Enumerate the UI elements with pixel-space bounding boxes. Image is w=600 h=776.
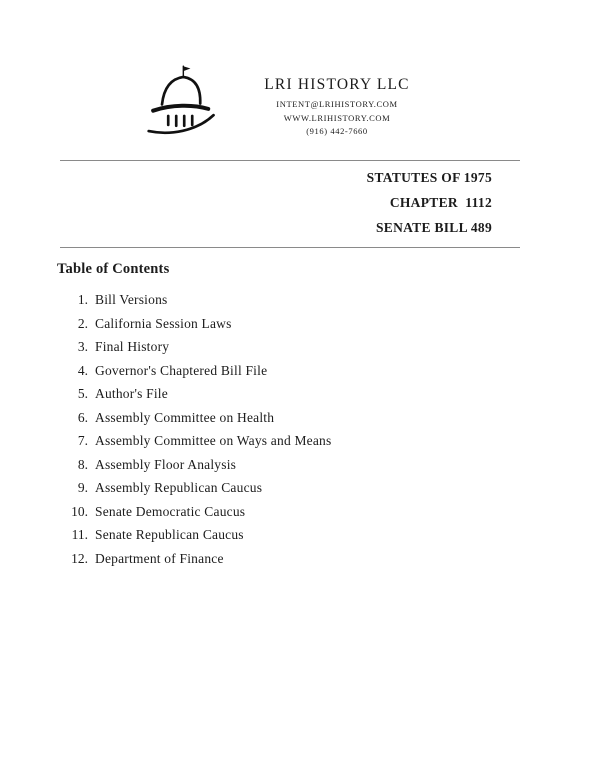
toc-item-label: Bill Versions <box>95 292 168 307</box>
statutes-line: STATUTES OF 1975 <box>366 170 492 185</box>
toc-item-label: Department of Finance <box>95 550 224 566</box>
toc-item-number: 3. <box>77 339 88 354</box>
toc-item-label: Senate Republican Caucus <box>95 527 244 542</box>
toc-item-number: 7. <box>77 433 88 448</box>
toc-item-label: Author's File <box>95 386 168 401</box>
toc-item-label: Governor's Chaptered Bill File <box>95 362 268 378</box>
toc-item-number: 9. <box>77 480 88 495</box>
toc-item-number: 12. <box>71 550 88 566</box>
bill-reference-block <box>60 170 492 245</box>
toc-item-label: California Session Laws <box>95 315 232 331</box>
toc-item-number: 11. <box>71 527 88 542</box>
toc-item-number: 6. <box>77 409 88 425</box>
senate-bill-line: SENATE BILL 489 <box>375 220 492 235</box>
toc-item-number: 5. <box>77 386 88 401</box>
letterhead <box>138 60 442 140</box>
company-website: WWW.LRIHISTORY.COM <box>283 112 391 123</box>
toc-item-label: Assembly Floor Analysis <box>95 456 237 472</box>
toc-item-label: Assembly Committee on Ways and Means <box>95 433 332 448</box>
toc-item-number: 1. <box>77 292 88 307</box>
toc-title: Table of Contents <box>57 261 170 277</box>
toc-item-label: Senate Democratic Caucus <box>95 503 246 519</box>
toc-item-number: 2. <box>77 315 88 331</box>
toc-item-number: 8. <box>77 456 88 472</box>
capitol-dome-logo-icon <box>138 60 218 140</box>
company-email: INTENT@LRIHISTORY.COM <box>276 99 398 109</box>
letterhead-text <box>232 60 442 136</box>
toc-item-number: 4. <box>77 362 88 378</box>
divider-middle <box>60 247 520 248</box>
toc-item-label: Assembly Committee on Health <box>95 409 275 425</box>
toc-item-label: Assembly Republican Caucus <box>95 480 263 495</box>
toc-list <box>57 292 517 567</box>
divider-top <box>60 160 520 161</box>
chapter-line: CHAPTER 1112 <box>389 195 492 210</box>
company-name: LRI HISTORY LLC <box>264 76 410 93</box>
table-of-contents <box>57 261 517 567</box>
company-phone: (916) 442-7660 <box>306 126 368 136</box>
toc-item-number: 10. <box>71 503 88 519</box>
toc-item-label: Final History <box>95 339 170 354</box>
